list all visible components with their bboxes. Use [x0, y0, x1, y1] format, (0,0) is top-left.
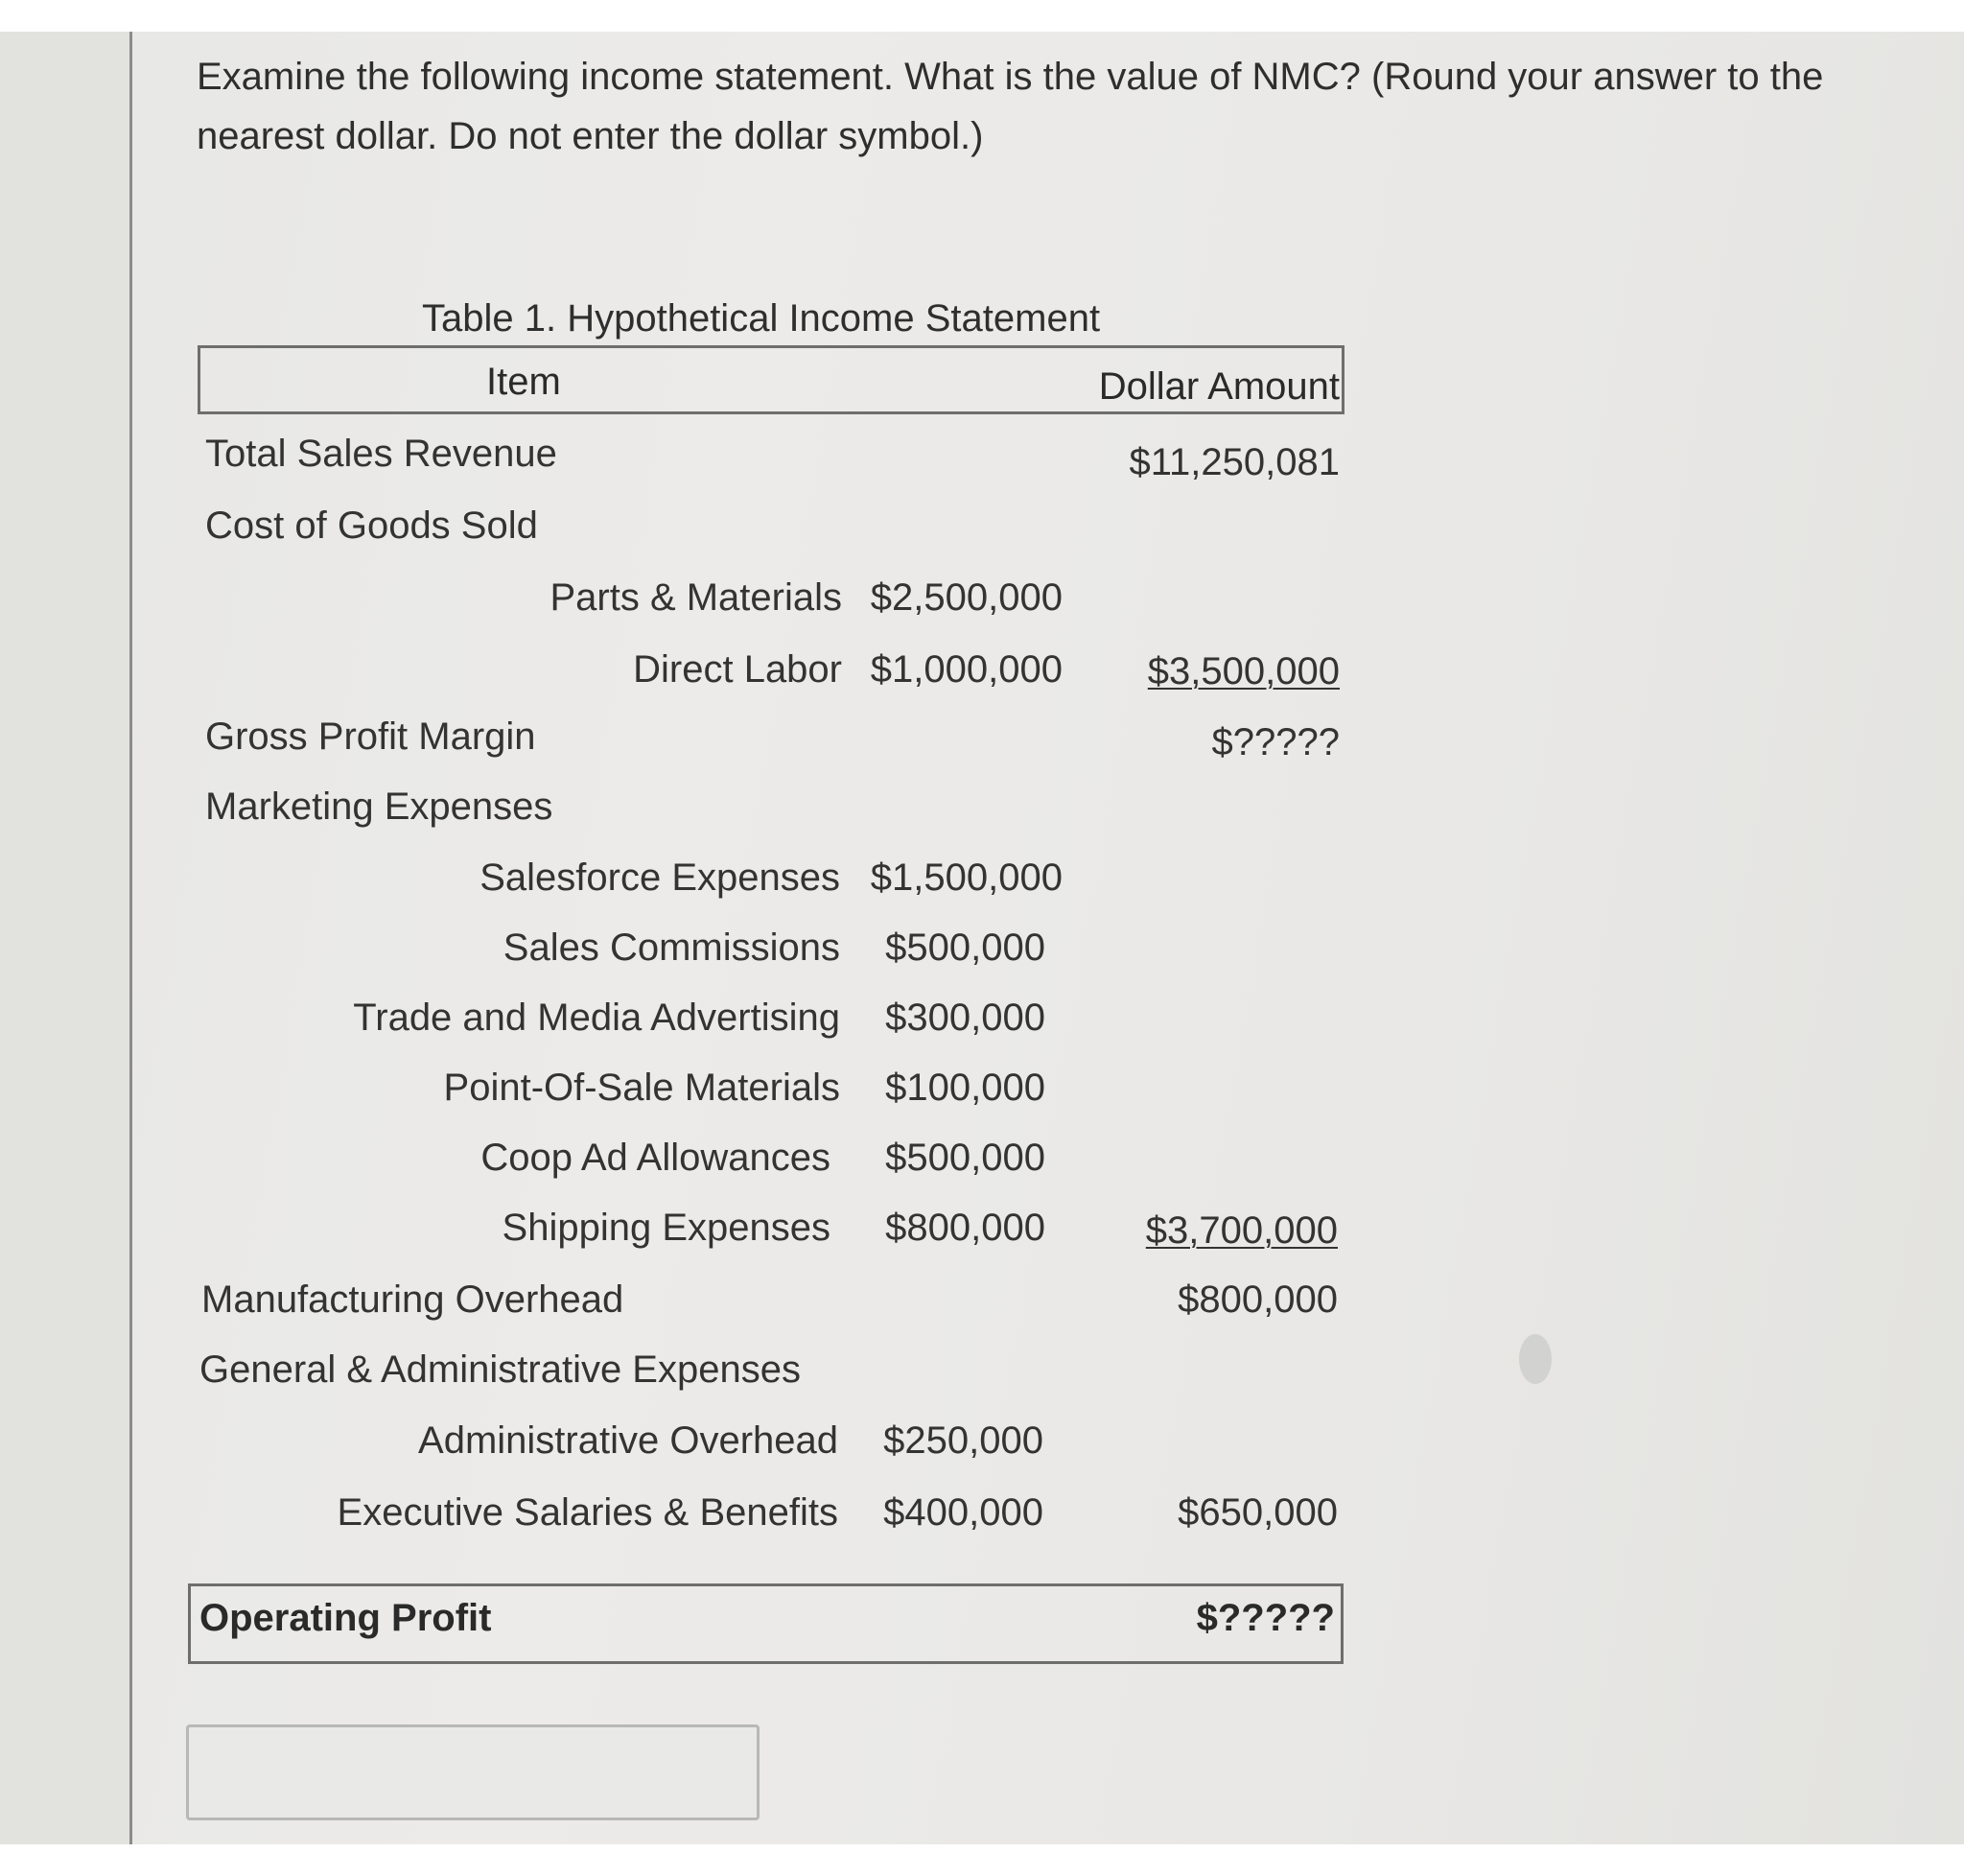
- gross-profit-value: $?????: [1211, 721, 1340, 763]
- total-sales-value: $11,250,081: [1129, 441, 1340, 483]
- operating-profit-label: Operating Profit: [199, 1597, 492, 1639]
- ga-item-label: Administrative Overhead: [418, 1419, 838, 1462]
- ga-item-label: Executive Salaries & Benefits: [337, 1491, 838, 1534]
- header-item-label: Item: [486, 361, 561, 403]
- ga-total: $650,000: [1178, 1491, 1338, 1534]
- question-text: Examine the following income statement. What is the value of NMC? (Round your answer to the nearest dollar. Do not enter the dollar symbol.): [197, 56, 1824, 157]
- marketing-item-label: Trade and Media Advertising: [353, 997, 840, 1039]
- mfg-overhead-value: $800,000: [1178, 1278, 1338, 1321]
- marketing-item-label: Coop Ad Allowances: [480, 1137, 830, 1179]
- mfg-overhead-label: Manufacturing Overhead: [201, 1278, 624, 1321]
- photo-background: [0, 32, 1964, 1844]
- marketing-item-value: $500,000: [885, 1137, 1045, 1179]
- cogs-label: Cost of Goods Sold: [205, 504, 538, 547]
- ga-item-value: $250,000: [883, 1419, 1043, 1462]
- gross-profit-label: Gross Profit Margin: [205, 715, 536, 758]
- marketing-item-value: $500,000: [885, 926, 1045, 969]
- operating-profit-value: $?????: [1196, 1597, 1335, 1639]
- smudge-mark: [1519, 1334, 1552, 1384]
- ga-label: General & Administrative Expenses: [199, 1348, 801, 1391]
- labor-value: $1,000,000: [870, 648, 1063, 691]
- parts-label: Parts & Materials: [549, 576, 842, 619]
- marketing-item-value: $100,000: [885, 1067, 1045, 1109]
- marketing-label: Marketing Expenses: [205, 786, 553, 828]
- table-title: Table 1. Hypothetical Income Statement: [422, 297, 1101, 340]
- marketing-item-value: $800,000: [885, 1207, 1045, 1249]
- parts-value: $2,500,000: [870, 576, 1063, 619]
- cogs-total: $3,500,000: [1147, 650, 1340, 692]
- ga-item-value: $400,000: [883, 1491, 1043, 1534]
- answer-input[interactable]: [186, 1724, 760, 1820]
- header-amount-label: Dollar Amount: [1098, 365, 1340, 408]
- labor-label: Direct Labor: [633, 648, 842, 691]
- left-panel-edge: [0, 32, 132, 1844]
- marketing-item-label: Point-Of-Sale Materials: [443, 1067, 840, 1109]
- marketing-item-value: $1,500,000: [870, 856, 1063, 899]
- marketing-item-value: $300,000: [885, 997, 1045, 1039]
- marketing-item-label: Shipping Expenses: [502, 1207, 830, 1249]
- total-sales-label: Total Sales Revenue: [205, 433, 557, 475]
- marketing-total: $3,700,000: [1145, 1209, 1338, 1252]
- marketing-item-label: Sales Commissions: [503, 926, 840, 969]
- marketing-item-label: Salesforce Expenses: [479, 856, 840, 899]
